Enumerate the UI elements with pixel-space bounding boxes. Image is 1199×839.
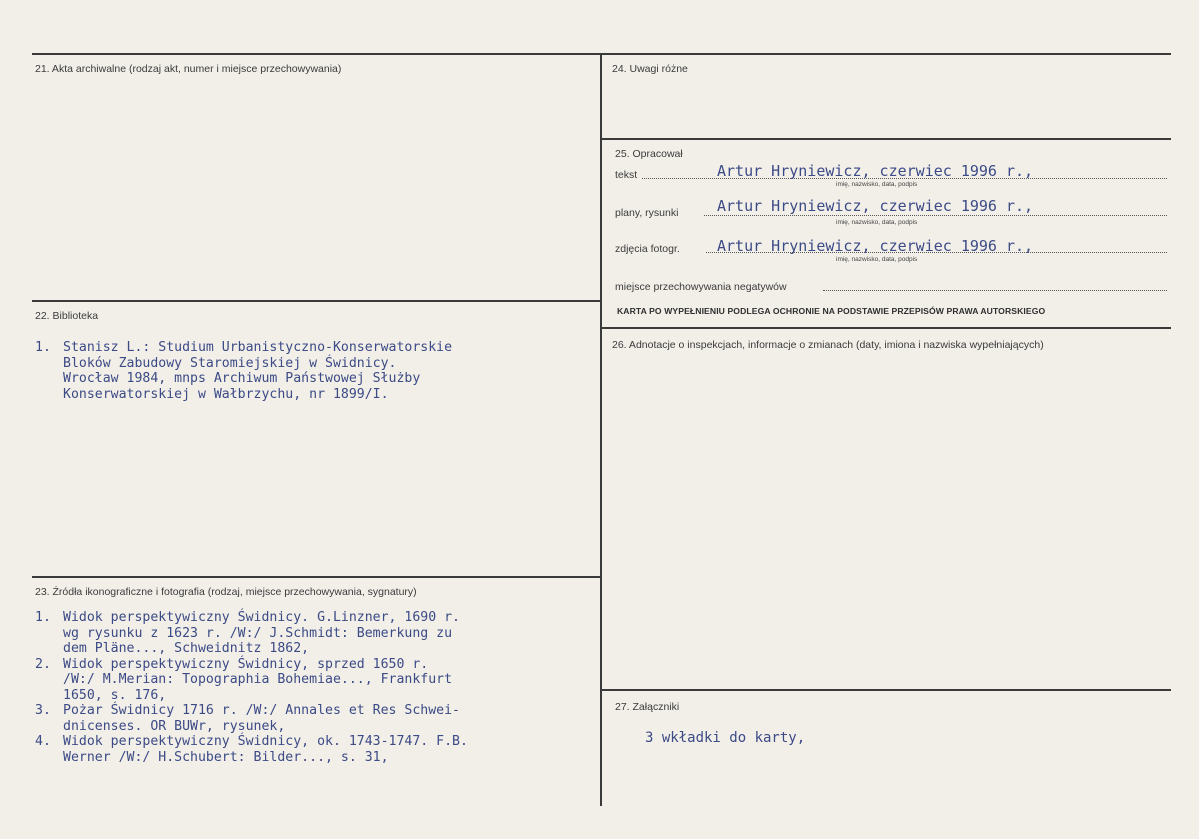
divider-24-25 bbox=[602, 138, 1171, 140]
plany-hint: imię, nazwisko, data, podpis bbox=[836, 219, 918, 226]
tekst-hint: imię, nazwisko, data, podpis bbox=[836, 181, 918, 188]
negatywy-line bbox=[823, 290, 1167, 291]
list-item: 3. Pożar Świdnicy 1716 r. /W:/ Annales et Res Schwei- dnicenses. OR BUWr, rysunek, bbox=[35, 703, 460, 734]
section-27-label: 27. Załączniki bbox=[615, 701, 680, 713]
list-item: 1. Widok perspektywiczny Świdnicy. G.Linzner, 1690 r. wg rysunku z 1623 r. /W:/ J.Schmidt: Bemerkung zu dem Pläne..., Schweidnitz 1862, bbox=[35, 610, 460, 656]
tekst-value: Artur Hryniewicz, czerwiec 1996 r., bbox=[717, 162, 1034, 180]
section-21-label: 21. Akta archiwalne (rodzaj akt, numer i miejsce przechowywania) bbox=[35, 63, 342, 75]
list-item: 1. Stanisz L.: Studium Urbanistyczno-Konserwatorskie Bloków Zabudowy Staromiejskiej w Świdnicy. Wrocław 1984, mnps Archiwum Państwowej Służby Konserwatorskiej w Wałbrzychu, nr 1899/I. bbox=[35, 340, 453, 402]
zdjecia-label: zdjęcia fotogr. bbox=[615, 243, 680, 255]
divider-26-27 bbox=[602, 689, 1171, 691]
zdjecia-value: Artur Hryniewicz, czerwiec 1996 r., bbox=[717, 237, 1034, 255]
section-23-label: 23. Źródła ikonograficzne i fotografia (rodzaj, miejsce przechowywania, sygnatury) bbox=[35, 586, 417, 598]
tekst-label: tekst bbox=[615, 169, 638, 181]
divider-21-22 bbox=[32, 300, 600, 302]
zdjecia-hint: imię, nazwisko, data, podpis bbox=[836, 256, 918, 263]
section-25-label: 25. Opracował bbox=[615, 148, 683, 160]
center-divider bbox=[600, 53, 602, 806]
plany-line bbox=[704, 215, 1167, 216]
divider-25-26 bbox=[602, 327, 1171, 329]
section-23-entries bbox=[35, 610, 468, 765]
negatywy-label: miejsce przechowywania negatywów bbox=[615, 281, 787, 293]
copyright-notice: KARTA PO WYPEŁNIENIU PODLEGA OCHRONIE NA PODSTAWIE PRZEPISÓW PRAWA AUTORSKIEGO bbox=[617, 306, 1046, 316]
divider-22-23 bbox=[32, 576, 600, 578]
section-27-value: 3 wkładki do karty, bbox=[645, 730, 806, 746]
section-26-label: 26. Adnotacje o inspekcjach, informacje o zmianach (daty, imiona i nazwiska wypełniających) bbox=[612, 339, 1044, 351]
list-item: 2. Widok perspektywiczny Świdnicy, sprzed 1650 r. /W:/ M.Merian: Topographia Bohemiae..., Frankfurt 1650, s. 176, bbox=[35, 656, 453, 703]
section-22-entries bbox=[35, 340, 452, 402]
section-24-label: 24. Uwagi różne bbox=[612, 63, 688, 75]
plany-label: plany, rysunki bbox=[615, 207, 679, 219]
list-item: 4. Widok perspektywiczny Świdnicy, ok. 1743-1747. F.B. Werner /W:/ H.Schubert: Bilder..., s. 31, bbox=[35, 734, 468, 765]
section-22-label: 22. Biblioteka bbox=[35, 310, 99, 322]
plany-value: Artur Hryniewicz, czerwiec 1996 r., bbox=[717, 197, 1034, 215]
